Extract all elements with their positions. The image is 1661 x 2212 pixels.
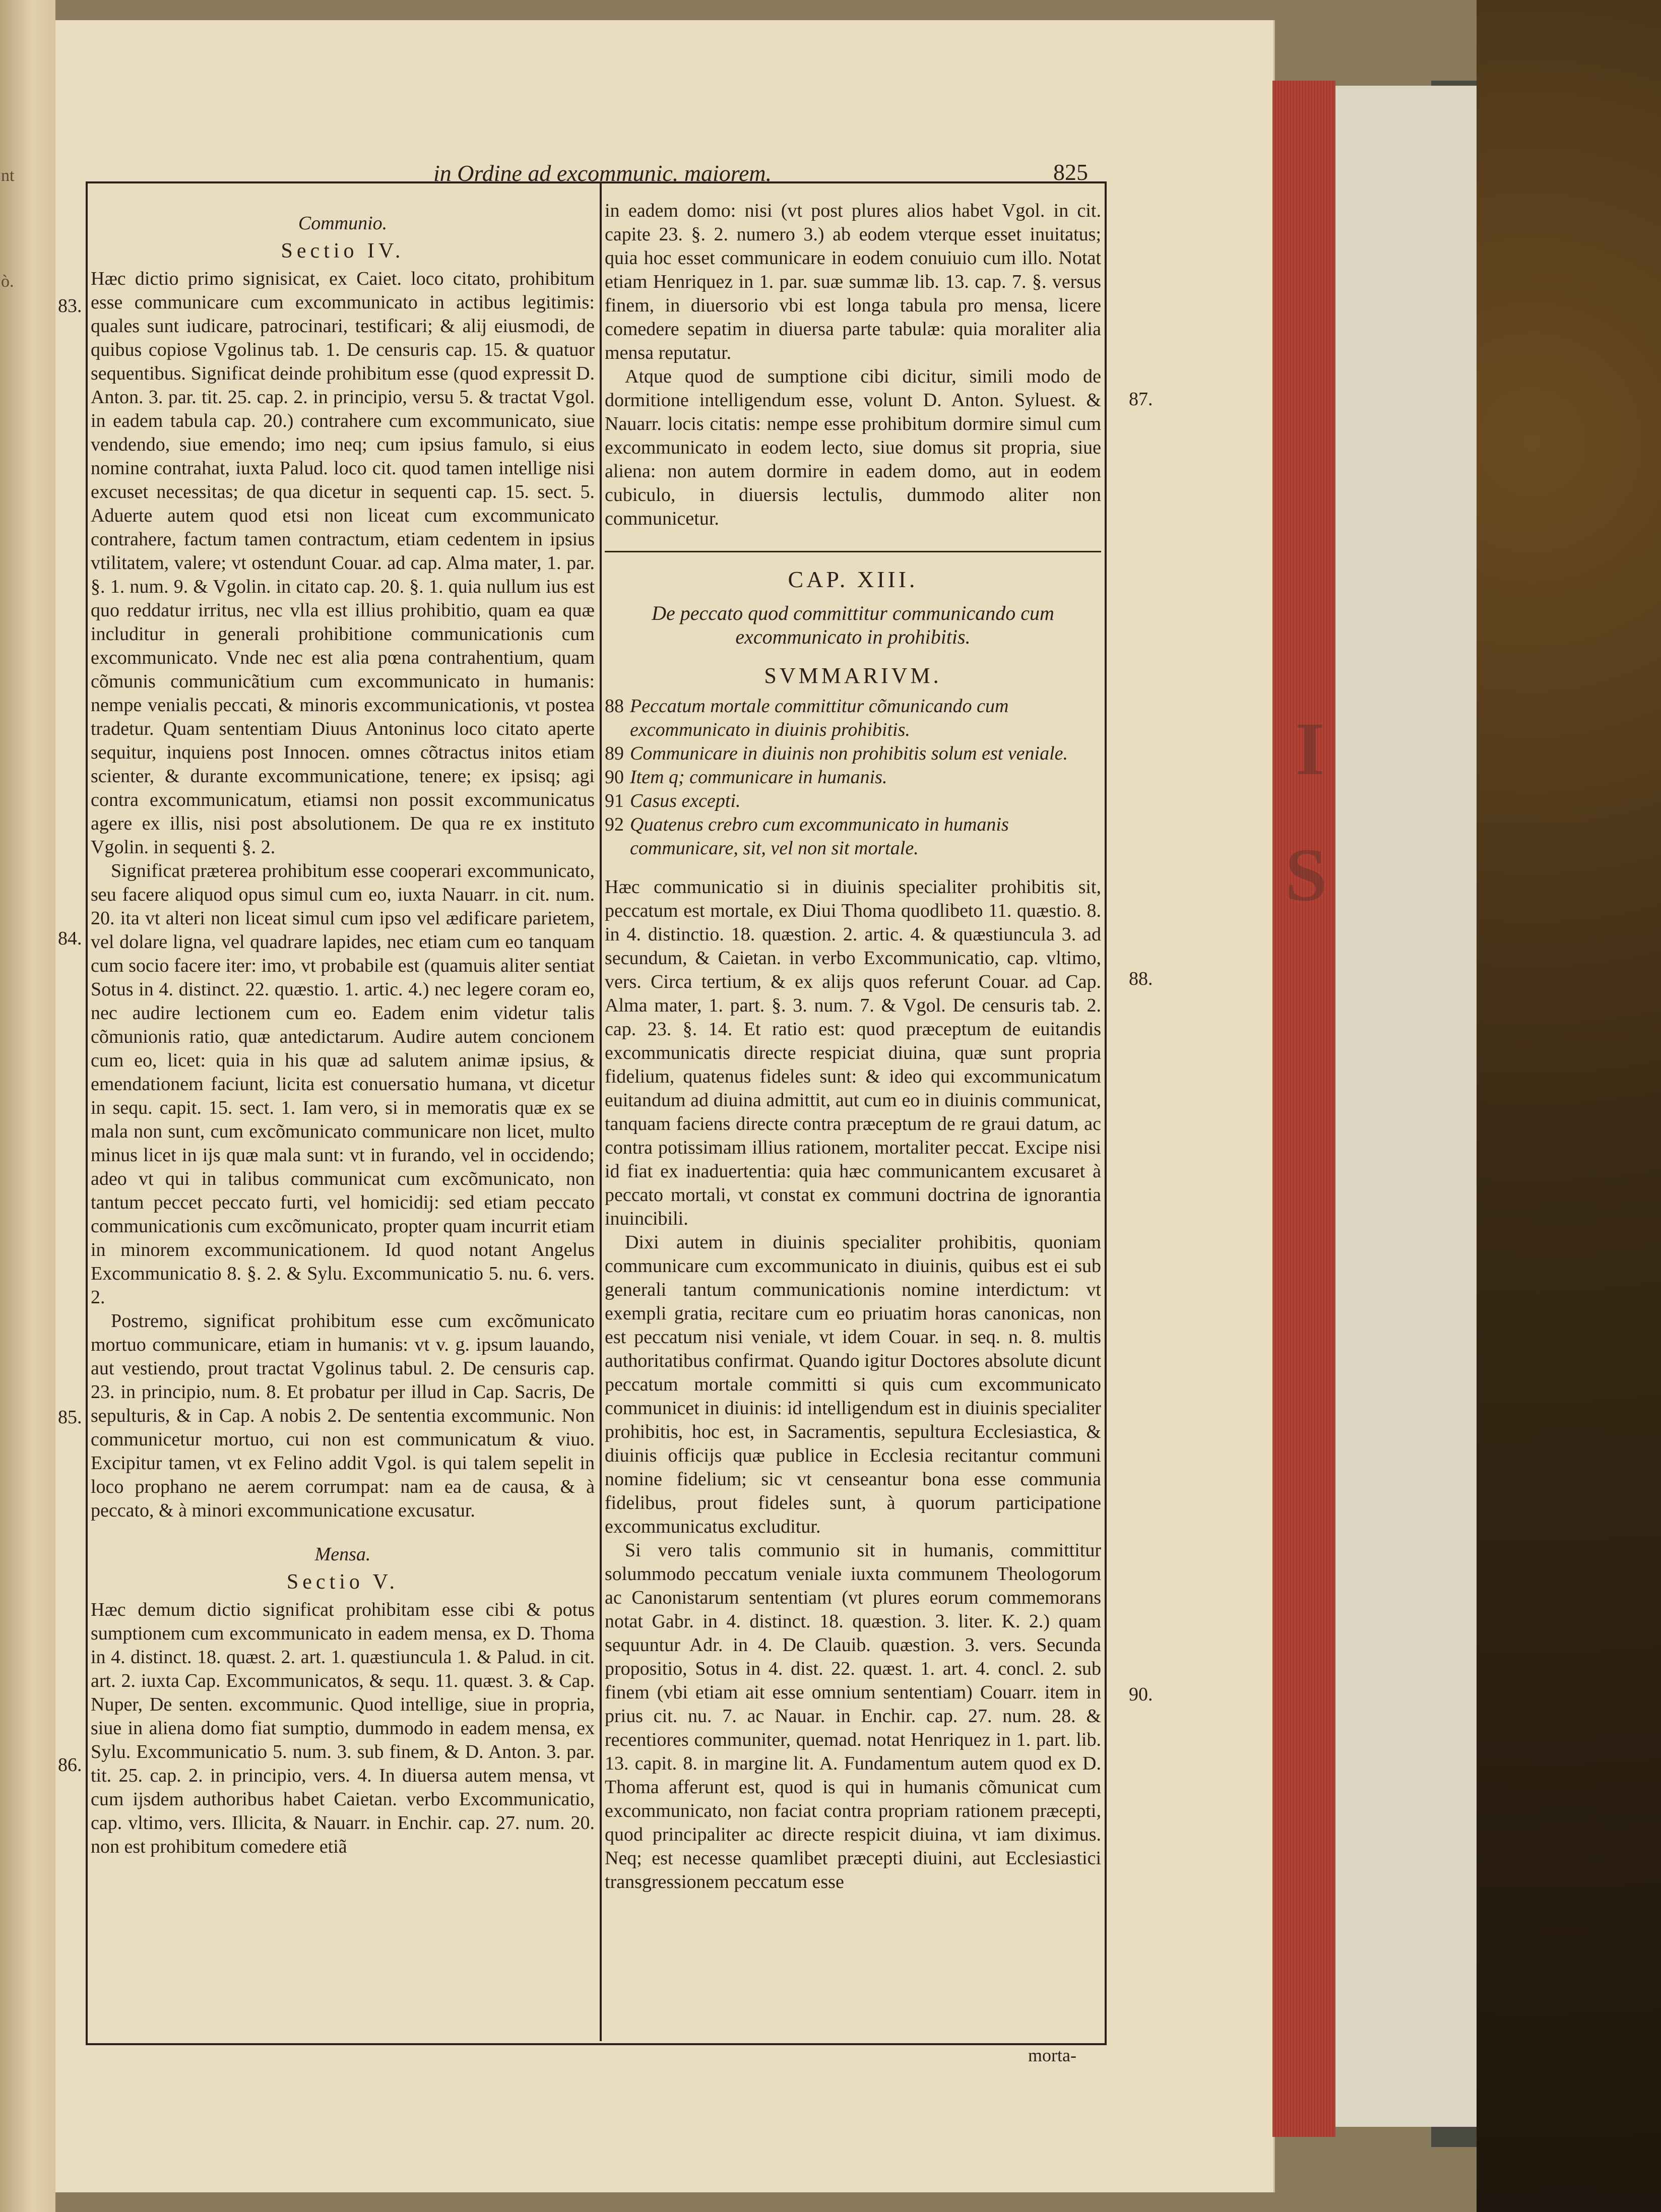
summary-list bbox=[605, 694, 1101, 860]
prev-page-number: ò. bbox=[1, 272, 14, 291]
right-column bbox=[605, 199, 1101, 2064]
summary-text: Casus excepti. bbox=[630, 790, 741, 811]
paragraph: Hæc communicatio si in diuinis specialiter prohibitis sit, peccatum est mortale, ex Diui Thoma quodlibeto 11. quæstio. 8. in 4. distinctio. 18. quæstion. 2. artic. 4. & quæstiuncula 3. ad secundum, & Caietan. in verbo Excommunicatio, cap. vltimo, vers. Circa tertium, & ex alijs quos referunt Couar. ad Cap. Alma mater, 1. part. §. 3. num. 7. & Vgol. De censuris tab. 2. cap. 23. §. 14. Et ratio est: quod præceptum de euitandis excommunicatis directe respiciat diuina, quæ sunt propria fidelium, quatenus fideles sunt: & ideo qui excommunicatum euitandum ad diuina admittit, aut cum eo in diuinis communicat, tanquam faciens directe contra præceptum de re graui datum, ac contra potissimam illius rationem, mortaliter peccat. Excipe nisi id fiat ex inaduertentia: quia hæc communicantem excusaret à peccato mortali, vt constat ex communi doctrina de ignorantia inuincibili. bbox=[605, 876, 1101, 1229]
summary-number: 92 bbox=[605, 814, 624, 835]
catchword: morta- bbox=[1028, 2045, 1076, 2065]
summary-text: Quatenus crebro cum excommunicato in humanis communicare, sit, vel non sit mortale. bbox=[630, 814, 1009, 859]
prev-page-number: nt bbox=[1, 166, 15, 185]
running-head-title: in Ordine ad excommunic. maiorem. bbox=[433, 160, 772, 186]
section-title: Sectio IV. bbox=[281, 239, 405, 263]
margin-number: 88. bbox=[1129, 968, 1153, 989]
chapter-subtitle: De peccato quod committitur communicando cum excommunicato in prohibitis. bbox=[652, 602, 1054, 648]
margin-number: 83. bbox=[58, 295, 82, 317]
page-edges bbox=[1272, 81, 1335, 2137]
paragraph: Atque quod de sumptione cibi dicitur, simili modo de dormitione intelligendum esse, volunt D. Anton. Syluest. & Nauarr. locis citatis: nempe esse prohibitum dormire simul cum excommunicato in eodem lecto, siue domus sit propria, siue aliena: non autem dormire in eadem domo, aut in eodem cubiculo, in diuersis lectulis, dummodo aliter non communicetur. bbox=[605, 366, 1101, 529]
folio-number: 825 bbox=[1053, 159, 1088, 185]
paragraph: Si vero talis communio sit in humanis, committitur solummodo peccatum veniale iuxta communem Theologorum ac Canonistarum sententiam (vt plures eorum commemorans notat Gabr. in 4. distinct. 18. quæstion. 3. liter. K. 2.) quam sequuntur Adr. in 4. De Clauib. quæstion. 3. vers. Secunda propositio, Sotus in 4. dist. 22. quæst. 1. art. 4. concl. 2. sub finem (vbi etiam ait esse omnium sententiam) Couarr. item in prius cit. nu. 7. ac Nauar. in Enchir. cap. 27. num. 28. & recentiores communiter, quemad. notat Henriquez in 1. part. lib. 13. capit. 8. in margine lit. A. Fundamentum autem quod ex D. Thoma afferunt est, quod is qui in humanis cõmunicat cum excommunicato, non faciat contra propriam rationem præcepti, quod principaliter ac directe respicit diuina, vt iam diximus. Neq; est necesse quamlibet præcepti diuini, aut Ecclesiastici transgressionem peccatum esse bbox=[605, 1540, 1101, 1892]
summary-item bbox=[605, 694, 1101, 742]
margin-number: 86. bbox=[58, 1754, 82, 1776]
paragraph: Hæc demum dictio significat prohibitam esse cibi & potus sumptionem cum excommunicato in eadem mensa, ex D. Thoma in 4. distinct. 18. quæst. 2. art. 1. quæstiuncula 1. & Palud. in cit. art. 2. iuxta Cap. Excommunicatos, & sequ. 11. quæst. 3. & Cap. Nuper, De senten. excommunic. Quod intellige, siue in propria, siue in aliena domo fiat sumptio, dummodo in eadem mensa, ex Sylu. Excommunicatio 5. num. 3. sub finem, & D. Anton. 3. par. tit. 25. cap. 2. in principio, vers. 4. In diuersa autem mensa, vt cum ijsdem authoribus habet Caietan. verbo Excommunicatio, cap. vltimo, vers. Illicita, & Nauarr. in Enchir. cap. 27. num. 20. non est prohibitum comedere etiã bbox=[91, 1599, 595, 1857]
paragraph: in eadem domo: nisi (vt post plures alios habet Vgol. in cit. capite 23. §. 2. numero 3.) ab eodem vterque esset inuitatus; quia hoc esset communicare in eodem conuiuio cum illo. Notat etiam Henriquez in 1. par. suæ summæ lib. 13. cap. 7. §. versus finem, in diuersorio vbi est longa tabula pro mensa, licere comedere sepatim in diuersa parte tabulæ: quia moraliter alia mensa reputatur. bbox=[605, 200, 1101, 363]
margin-number: 87. bbox=[1129, 389, 1153, 410]
left-column bbox=[91, 212, 595, 2036]
chapter-title: CAP. XIII. bbox=[788, 566, 918, 592]
summary-item bbox=[605, 789, 1101, 813]
summary-item bbox=[605, 813, 1101, 860]
paragraph: Significat præterea prohibitum esse cooperari excommunicato, seu facere aliquod opus simul cum eo, iuxta Nauarr. in cit. num. 20. ita vt alteri non liceat simul cum ipso vel ædificare parietem, vel dolare ligna, vel quadrare lapides, nec etiam cum eo tanquam cum socio facere iter: imo, vt probabile est (quamuis aliter sentiat Sotus in 4. distinct. 22. quæstio. 1. artic. 4.) nec legere coram eo, nec audire lectionem cum eo. Eadem enim videtur talis cõmunionis ratio, quæ antedictarum. Audire autem concionem cum eo, licet: quia in his quæ ad salutem animæ ipsius, & emendationem faciunt, licita est conuersatio humana, vt dicetur in sequ. capit. 15. sect. 1. Iam vero, si in memoratis quæ ex se mala non sunt, cum excõmunicato communicare non licet, multo minus licet in ijs quæ mala sunt: vt in furando, vel in occidendo; adeo vt qui in talibus communicat cum excõmunicato, non tantum peccet peccato furti, vel homicidij: sed etiam peccato communicationis cum excõmunicato, propter quam incurrit etiam in minorem excommunicationem. Id quod notant Angelus Excommunicatio 8. §. 2. & Sylu. Excommunicatio 5. nu. 6. vers. 2. bbox=[91, 860, 595, 1308]
summary-number: 90 bbox=[605, 767, 624, 788]
summarium-heading: SVMMARIVM. bbox=[764, 663, 942, 688]
marbled-cover bbox=[1477, 0, 1661, 2212]
summary-number: 88 bbox=[605, 696, 624, 717]
paragraph: Hæc dictio primo signisicat, ex Caiet. loco citato, prohibitum esse communicare cum excommunicato in actibus legitimis: quales sunt iudicare, patrocinari, testificari; & alij eiusmodi, de quibus copiose Vgolinus tab. 1. De censuris cap. 15. & quatuor sequentibus. Significat deinde prohibitum esse (quod expressit D. Anton. 3. par. tit. 25. cap. 2. in principio, versu 5. & tractat Vgol. in eadem tabula cap. 20.) contrahere cum excommunicato, siue vendendo, siue emendo; imo neq; cum ipsius famulo, si eius nomine contrahat, iuxta Palud. loco cit. quod tamen intellige nisi excuset necessitas; de qua dicetur in sequenti cap. 15. sect. 5. Aduerte autem quod etsi non liceat cum excommunicato contrahere, factum tamen contractum, etiam cedentem in ipsius vtilitatem, valere; vt ostendunt Couar. ad cap. Alma mater, 1. par. §. 1. num. 9. & Vgolin. in citato cap. 20. §. 1. quia nullum ius est quo reddatur irritus, nec vlla est illius prohibitio, quam ea quæ includitur in generali prohibitione communicationis cum excommunicato. Vnde nec est alia pœna contrahentium, quam cõmunis communicãtium cum excommunicato in humanis: nempe venialis peccati, & minoris excommunicationis, vt postea tradetur. Quam sententiam Diuus Antoninus loco citato aperte sequitur, inquiens post Innocen. omnes cõtractus initos etiam scienter, & durante excommunicatione, tenere; ex ipsisq; agi contra excommunicatum, etiamsi non possit excommunicatus agere ex illis, nisi post absolutionem. De qua re ex instituto Vgolin. in sequenti §. 2. bbox=[91, 268, 595, 858]
section-heading-mark: Mensa. bbox=[314, 1544, 371, 1565]
paragraph: Dixi autem in diuinis specialiter prohibitis, quoniam communicare cum excommunicato in diuinis, quibus est ei sub generali tantum communicationis nomine interdictum: vt exempli gratia, recitare cum eo priuatim horas canonicas, non est peccatum nisi veniale, vt idem Couar. in seq. n. 8. multis authoritatibus confirmat. Quando igitur Doctores absolute dicunt peccatum mortale committi si quis cum excommunicato communicet in diuinis: id intelligendum est in diuinis specialiter prohibitis, hoc est, in Sacramentis, sepultura Ecclesiastica, & diuinis officijs quæ publice in Ecclesia recitantur communi nomine fidelium; sic vt censeantur bona esse communia fidelibus, prout fideles sunt, à quorum participatione excommunicatus excluditur. bbox=[605, 1232, 1101, 1537]
margin-number: 85. bbox=[58, 1407, 82, 1428]
summary-item bbox=[605, 766, 1101, 789]
summary-text: Item q; communicare in humanis. bbox=[630, 767, 887, 788]
margin-number: 84. bbox=[58, 928, 82, 949]
bleed-through-mark: S bbox=[1285, 833, 1327, 917]
section-heading-mark: Communio. bbox=[298, 213, 388, 234]
section-title: Sectio V. bbox=[286, 1570, 399, 1594]
margin-number: 90. bbox=[1129, 1684, 1153, 1705]
bleed-through-mark: I bbox=[1295, 707, 1325, 791]
summary-item bbox=[605, 742, 1101, 766]
summary-text: Peccatum mortale committitur cõmunicando cum excommunicato in diuinis prohibitis. bbox=[630, 696, 1009, 740]
paragraph: Postremo, significat prohibitum esse cum excõmunicato mortuo communicare, etiam in humanis: vt v. g. ipsum lauando, aut vestiendo, prout tractat Vgolinus tabul. 2. De censuris cap. 23. in principio, num. 8. Et probatur per illud in Cap. Sacris, De sepulturis, & in Cap. A nobis 2. De sententia excommunic. Non communicetur mortuo, cui non est communicatum & viuo. Excipitur tamen, vt ex Felino addit Vgol. is qui talem sepelit in loco prophano ne aerem corrumpat: nam ea de causa, & à peccato, & à minori excommunicatione excusatur. bbox=[91, 1310, 595, 1521]
summary-text: Communicare in diuinis non prohibitis solum est veniale. bbox=[630, 743, 1068, 764]
section-rule bbox=[605, 551, 1101, 552]
column-divider bbox=[600, 181, 602, 2041]
previous-page-margin bbox=[0, 0, 55, 2212]
summary-number: 89 bbox=[605, 743, 624, 764]
summary-number: 91 bbox=[605, 790, 624, 811]
flyleaf bbox=[1335, 86, 1477, 2127]
